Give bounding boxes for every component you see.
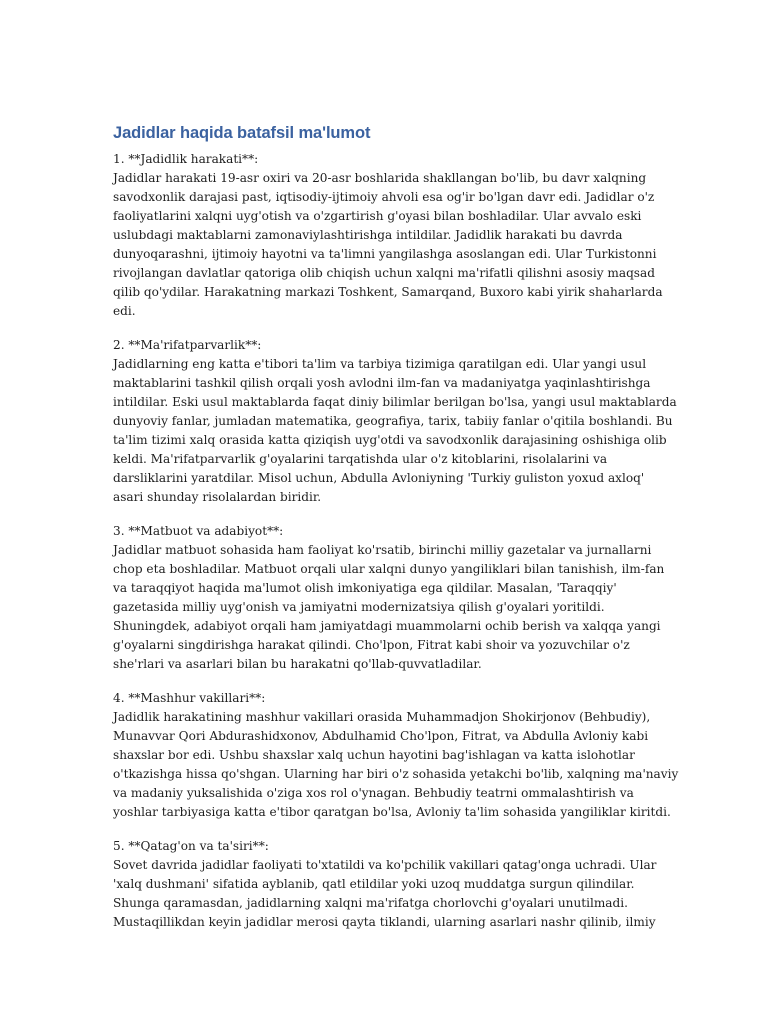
paragraph-line: dunyoviy fanlar, jumladan matematika, geografiya, tarix, tabiiy fanlar o'qitila boshlandi. Bu	[113, 414, 673, 429]
document-section	[113, 150, 663, 321]
paragraph-line: dunyoqarashni, ijtimoiy hayotni va ta'limni yangilashga asoslangan edi. Ular Turkistonni	[113, 247, 657, 262]
paragraph-line: g'oyalarni singdirishga harakat qilindi. Cho'lpon, Fitrat kabi shoir va yozuvchilar o'z	[113, 638, 630, 653]
paragraph-line: uslubdagi maktablarni zamonaviylashtirishga intildilar. Jadidlik harakati bu davrda	[113, 228, 623, 243]
paragraph-line: va taraqqiyot haqida ma'lumot olish imkoniyatiga ega qildilar. Masalan, 'Taraqqiy'	[113, 580, 617, 595]
paragraph-line: keldi. Ma'rifatparvarlik g'oyalarini tarqatishda ular o'z kitoblarini, risolalarini va	[113, 452, 608, 467]
section-heading: 3. **Matbuot va adabiyot**:	[113, 523, 284, 538]
paragraph-line: Mustaqillikdan keyin jadidlar merosi qayta tiklandi, ularning asarlari nashr qilinib, ilmiy	[113, 914, 656, 929]
section-heading: 5. **Qatag'on va ta'siri**:	[113, 838, 269, 853]
paragraph-line: Sovet davrida jadidlar faoliyati to'xtatildi va ko'pchilik vakillari qatag'onga uchradi. Ular	[113, 857, 657, 872]
paragraph-line: gazetasida milliy uyg'onish va jamiyatni modernizatsiya qilish g'oyalari yoritildi.	[113, 600, 605, 615]
paragraph-line: edi.	[113, 304, 136, 319]
paragraph-line: yoshlar tarbiyasiga katta e'tibor qaratgan bo'lsa, Avloniy ta'lim sohasida yangiliklar kiritdi.	[113, 805, 671, 819]
paragraph-line: va madaniy yuksalishida o'ziga xos rol o'ynagan. Behbudiy teatrni ommalashtirish va	[113, 785, 634, 800]
paragraph-line: chop eta boshladilar. Matbuot orqali ular xalqni dunyo yangiliklari bilan tanishish, ilm-fan	[113, 561, 665, 576]
paragraph-line: she'rlari va asarlari bilan bu harakatni qo'llab-quvvatladilar.	[113, 657, 482, 672]
document-title: Jadidlar haqida batafsil ma'lumot	[113, 124, 371, 142]
paragraph-line: savodxonlik darajasi past, iqtisodiy-ijtimoiy ahvoli esa og'ir bo'lgan davr edi. Jadidlar o'z	[113, 190, 655, 205]
paragraph-line: Jadidlik harakatining mashhur vakillari orasida Muhammadjon Shokirjonov (Behbudiy),	[113, 709, 651, 724]
paragraph-line: maktablarini tashkil qilish orqali yosh avlodni ilm-fan va madaniyatga yaqinlashtirishga	[113, 376, 651, 391]
paragraph-line: intildilar. Eski usul maktablarda faqat diniy bilimlar berilgan bo'lsa, yangi usul maktablarda	[113, 395, 677, 410]
document-body	[113, 150, 679, 946]
paragraph-line: Jadidlar harakati 19-asr oxiri va 20-asr boshlarida shakllangan bo'lib, bu davr xalqning	[113, 171, 647, 186]
document-section	[113, 689, 679, 822]
paragraph-line: Jadidlar matbuot sohasida ham faoliyat ko'rsatib, birinchi milliy gazetalar va jurnallarni	[113, 542, 652, 557]
paragraph-line: o'tkazishga hissa qo'shgan. Ularning har biri o'z sohasida yetakchi bo'lib, xalqning ma'naviy	[113, 766, 679, 781]
paragraph-line: faoliyatlarini xalqni uyg'otish va o'zgartirish g'oyasi bilan boshladilar. Ular avvalo eski	[113, 209, 642, 224]
paragraph-line: shaxslar bor edi. Ushbu shaxslar xalq uchun hayotini bag'ishlagan va katta islohotlar	[113, 747, 635, 762]
document-section	[113, 522, 665, 674]
paragraph-line: ta'lim tizimi xalq orasida katta qiziqish uyg'otdi va savodxonlik darajasining oshishiga olib	[113, 433, 667, 448]
paragraph-line: darsliklarini yaratdilar. Misol uchun, Abdulla Avloniyning 'Turkiy guliston yoxud axloq'	[113, 471, 645, 486]
paragraph-line: Jadidlarning eng katta e'tibori ta'lim va tarbiya tizimiga qaratilgan edi. Ular yangi usul	[113, 356, 647, 371]
section-heading: 2. **Ma'rifatparvarlik**:	[113, 337, 262, 352]
paragraph-line: Shuningdek, adabiyot orqali ham jamiyatdagi muammolarni ochib berish va xalqqa yangi	[113, 619, 661, 634]
section-heading: 1. **Jadidlik harakati**:	[113, 152, 259, 166]
paragraph-line: Shunga qaramasdan, jadidlarning xalqni ma'rifatga chorlovchi g'oyalari unutilmadi.	[113, 895, 628, 910]
section-heading: 4. **Mashhur vakillari**:	[113, 690, 266, 705]
paragraph-line: 'xalq dushmani' sifatida ayblanib, qatl etildilar yoki uzoq muddatga surgun qilindilar.	[113, 876, 635, 891]
paragraph-line: rivojlangan davlatlar qatoriga olib chiqish uchun xalqni ma'rifatli qilishni asosiy maqsad	[113, 266, 655, 281]
paragraph-line: Munavvar Qori Abdurashidxonov, Abdulhamid Cho'lpon, Fitrat, va Abdulla Avloniy kabi	[113, 728, 649, 743]
document-section	[113, 336, 677, 507]
paragraph-line: asari shunday risolalardan biridir.	[113, 490, 322, 505]
document-section	[113, 837, 658, 932]
paragraph-line: qilib qo'ydilar. Harakatning markazi Toshkent, Samarqand, Buxoro kabi yirik shaharlarda	[113, 285, 663, 300]
